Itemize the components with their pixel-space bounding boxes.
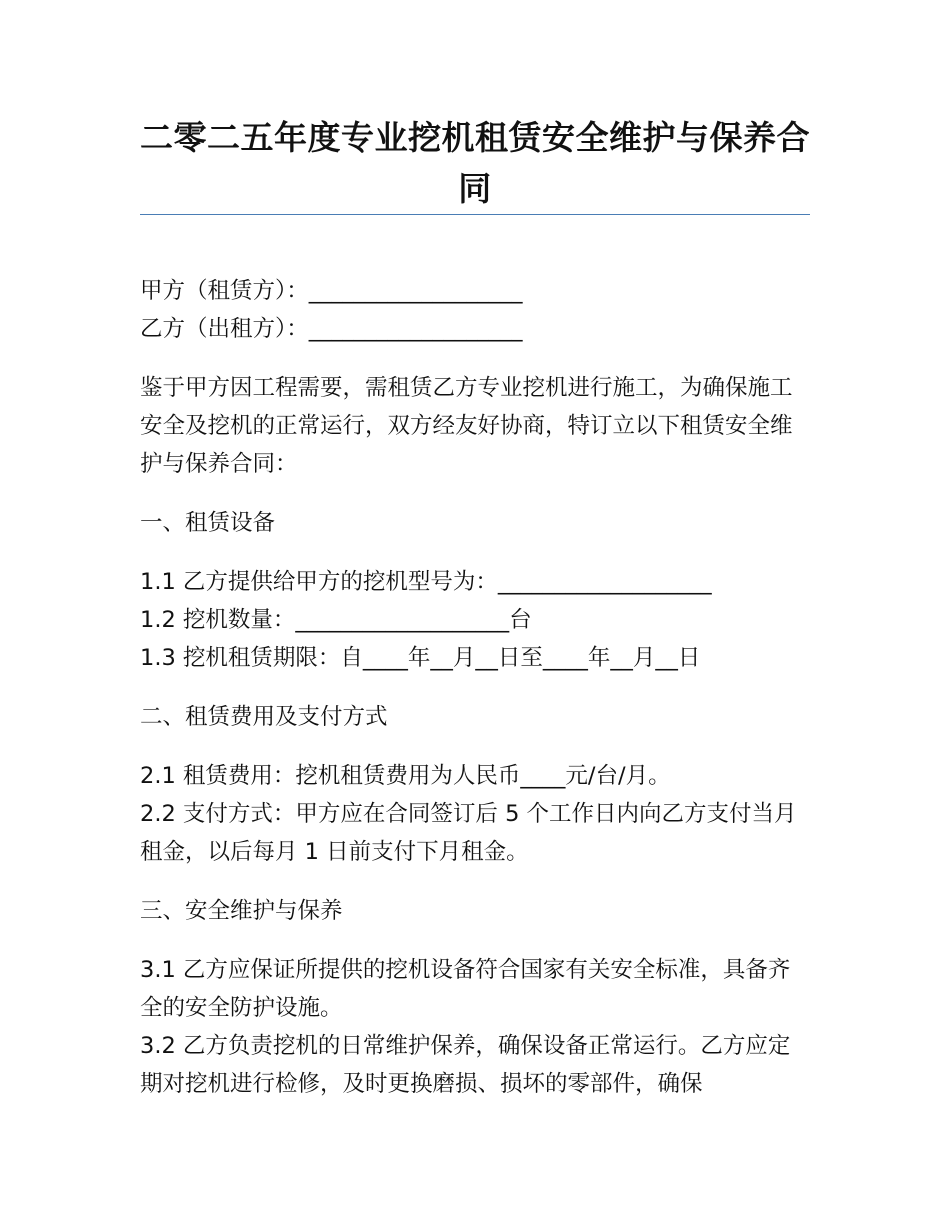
clause-2-2: 2.2 支付方式：甲方应在合同签订后 5 个工作日内向乙方支付当月租金，以后每月 1 日前支付下月租金。 bbox=[140, 801, 797, 865]
document-body bbox=[140, 272, 810, 1103]
section-heading: 一、租赁设备 bbox=[140, 510, 276, 536]
section-heading: 二、租赁费用及支付方式 bbox=[140, 704, 388, 730]
clause-1-1: 1.1 乙方提供给甲方的挖机型号为：___________________ bbox=[140, 569, 712, 595]
document-title: 二零二五年度专业挖机租赁安全维护与保养合同 bbox=[140, 118, 810, 208]
clause-3-1: 3.1 乙方应保证所提供的挖机设备符合国家有关安全标准，具备齐全的安全防护设施。 bbox=[140, 957, 791, 1021]
clause-1-3: 1.3 挖机租赁期限：自____年__月__日至____年__月__日 bbox=[140, 645, 701, 671]
clause-3-2: 3.2 乙方负责挖机的日常维护保养，确保设备正常运行。乙方应定期对挖机进行检修，及时更换磨损、损坏的零部件，确保 bbox=[140, 1033, 791, 1097]
clause-2-1: 2.1 租赁费用：挖机租赁费用为人民币____元/台/月。 bbox=[140, 763, 671, 789]
clause-1-2: 1.2 挖机数量：___________________台 bbox=[140, 607, 532, 633]
party-a-line: 甲方（租赁方）：___________________ bbox=[140, 278, 523, 304]
party-b-line: 乙方（出租方）：___________________ bbox=[140, 316, 523, 342]
preamble-paragraph: 鉴于甲方因工程需要，需租赁乙方专业挖机进行施工，为确保施工安全及挖机的正常运行，双方经友好协商，特订立以下租赁安全维护与保养合同： bbox=[140, 375, 793, 477]
section-heading: 三、安全维护与保养 bbox=[140, 898, 343, 924]
title-divider bbox=[140, 214, 810, 215]
